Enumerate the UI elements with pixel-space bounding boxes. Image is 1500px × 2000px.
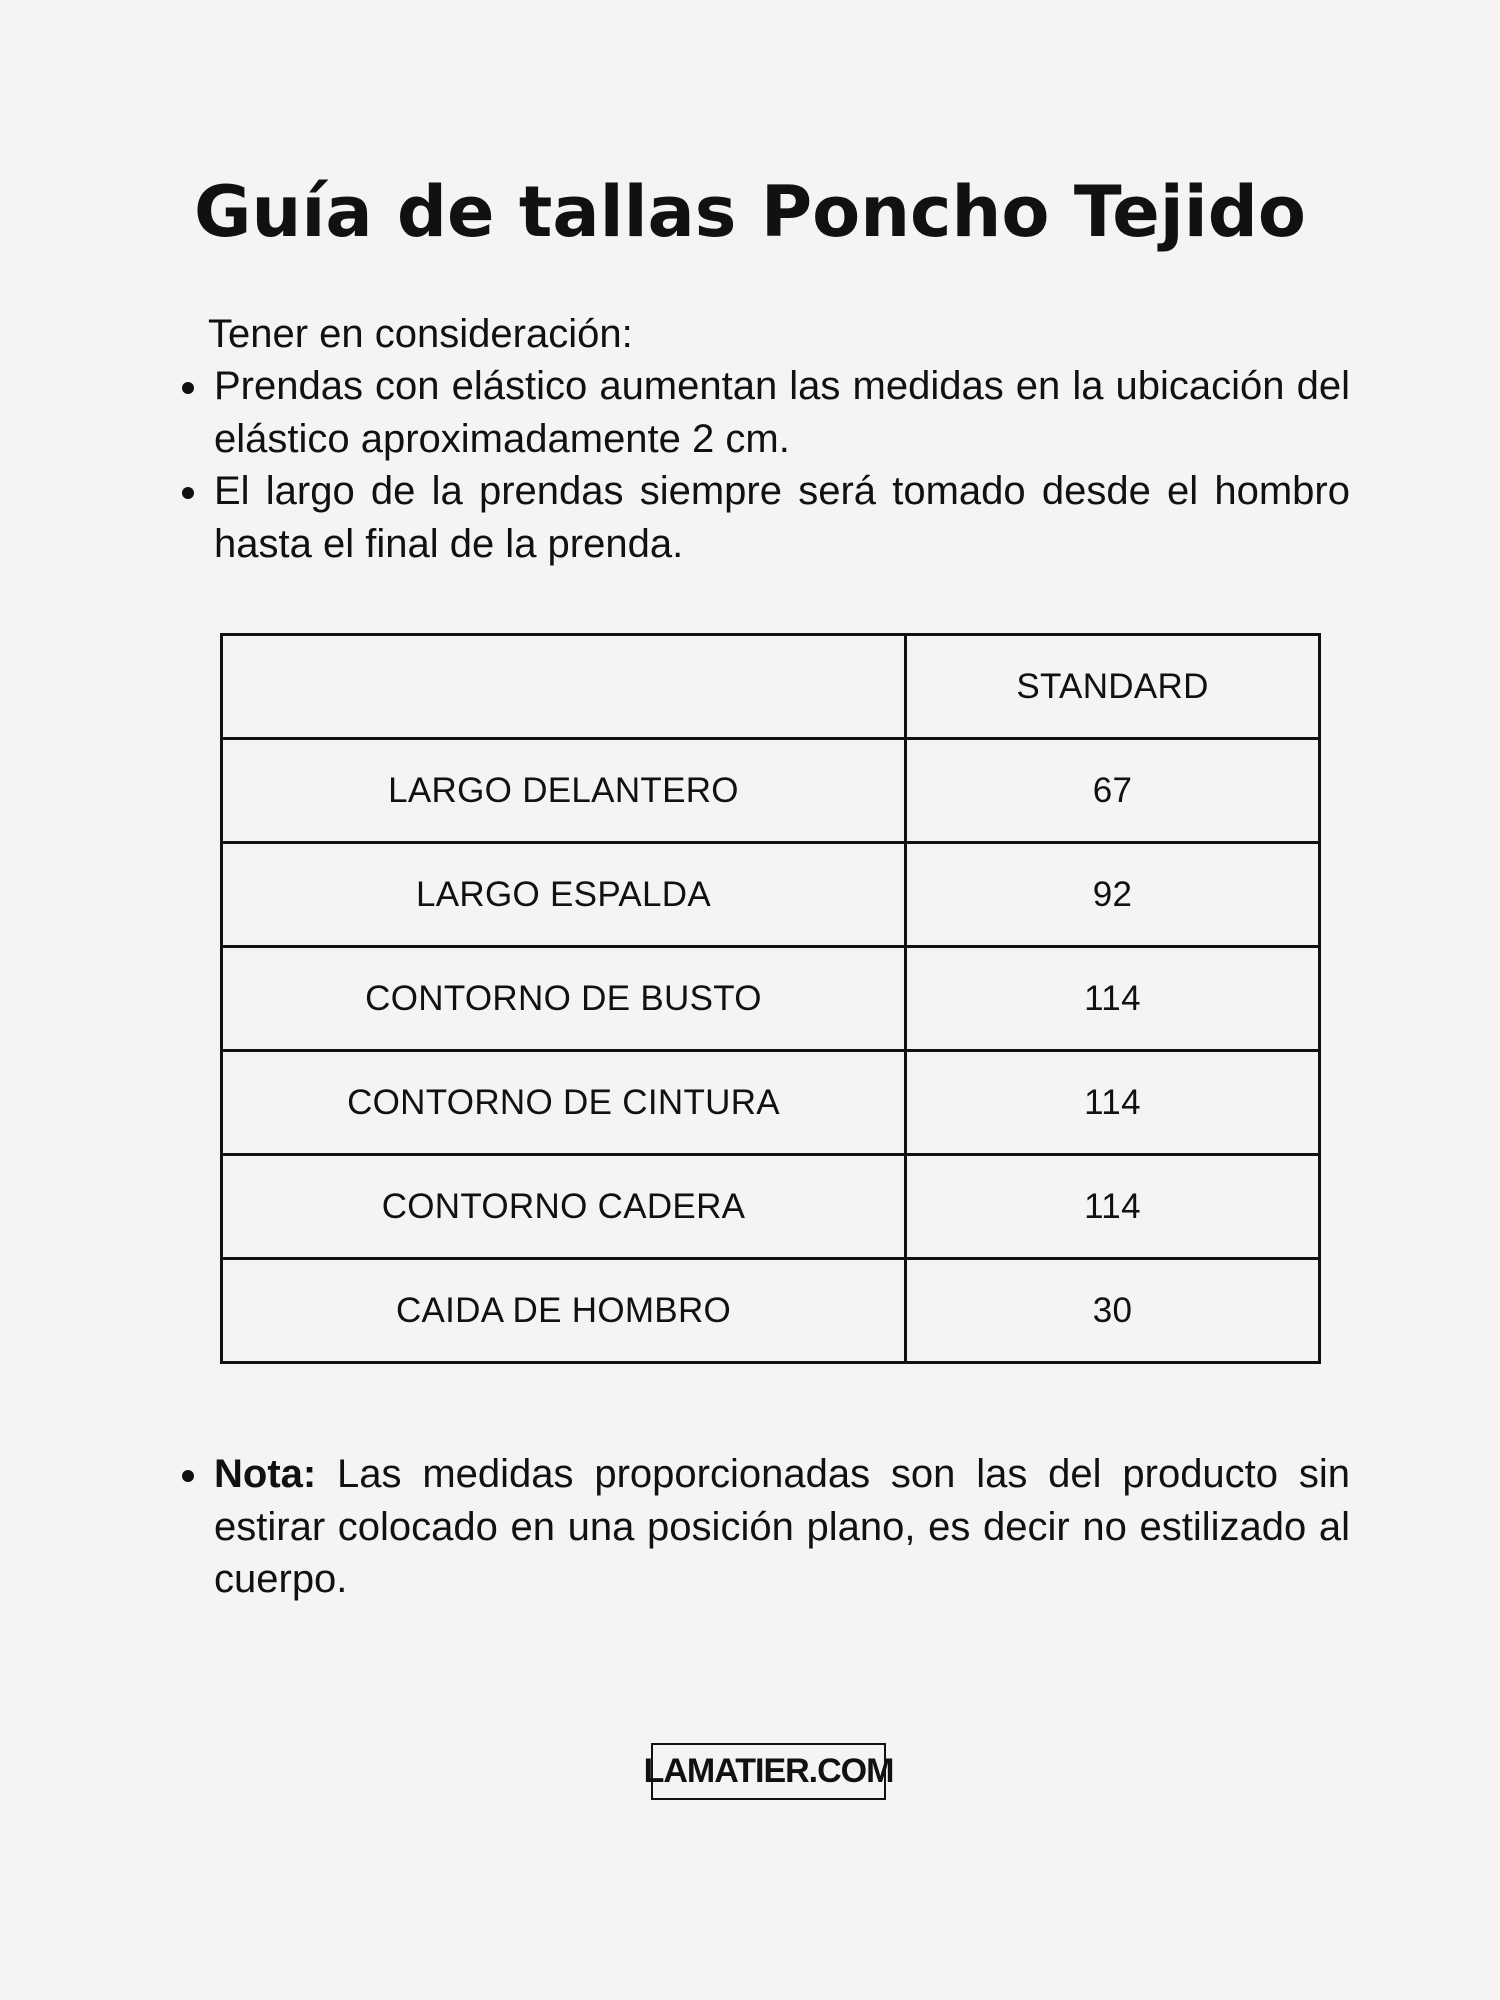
table-header-row	[222, 635, 1320, 739]
note-label: Nota:	[214, 1452, 317, 1496]
considerations-list	[180, 360, 1350, 570]
list-item	[180, 465, 1350, 570]
bullet-text: Prendas con elástico aumentan las medidas en la ubicación del elástico aproximadamente 2 cm.	[214, 364, 1350, 461]
measure-label: CONTORNO DE BUSTO	[222, 947, 906, 1051]
table-row	[222, 1051, 1320, 1155]
intro-heading: Tener en consideración:	[208, 312, 633, 356]
note-list	[180, 1448, 1350, 1606]
size-table	[220, 633, 1321, 1364]
measure-value: 67	[906, 739, 1320, 843]
header-cell-empty	[222, 635, 906, 739]
bullet-icon	[182, 487, 194, 499]
measure-value: 114	[906, 1051, 1320, 1155]
table-row	[222, 1155, 1320, 1259]
table-row	[222, 947, 1320, 1051]
measure-value: 114	[906, 947, 1320, 1051]
bullet-icon	[182, 1470, 194, 1482]
note-text: Las medidas proporcionadas son las del producto sin estirar colocado en una posición plano, es decir no estilizado al cuerpo.	[214, 1452, 1350, 1601]
table-row	[222, 843, 1320, 947]
bullet-text: El largo de la prendas siempre será tomado desde el hombro hasta el final de la prenda.	[214, 469, 1350, 566]
list-item	[180, 360, 1350, 465]
bullet-icon	[182, 382, 194, 394]
page-title: Guía de tallas Poncho Tejido	[194, 171, 1306, 253]
measure-value: 114	[906, 1155, 1320, 1259]
measure-value: 92	[906, 843, 1320, 947]
measure-label: LARGO ESPALDA	[222, 843, 906, 947]
measure-label: LARGO DELANTERO	[222, 739, 906, 843]
measure-value: 30	[906, 1259, 1320, 1363]
table-row	[222, 739, 1320, 843]
website-logo: LAMATIER.COM	[651, 1743, 886, 1800]
measure-label: CONTORNO CADERA	[222, 1155, 906, 1259]
header-cell-standard: STANDARD	[906, 635, 1320, 739]
table-row	[222, 1259, 1320, 1363]
note-item	[180, 1448, 1350, 1606]
measure-label: CAIDA DE HOMBRO	[222, 1259, 906, 1363]
measure-label: CONTORNO DE CINTURA	[222, 1051, 906, 1155]
